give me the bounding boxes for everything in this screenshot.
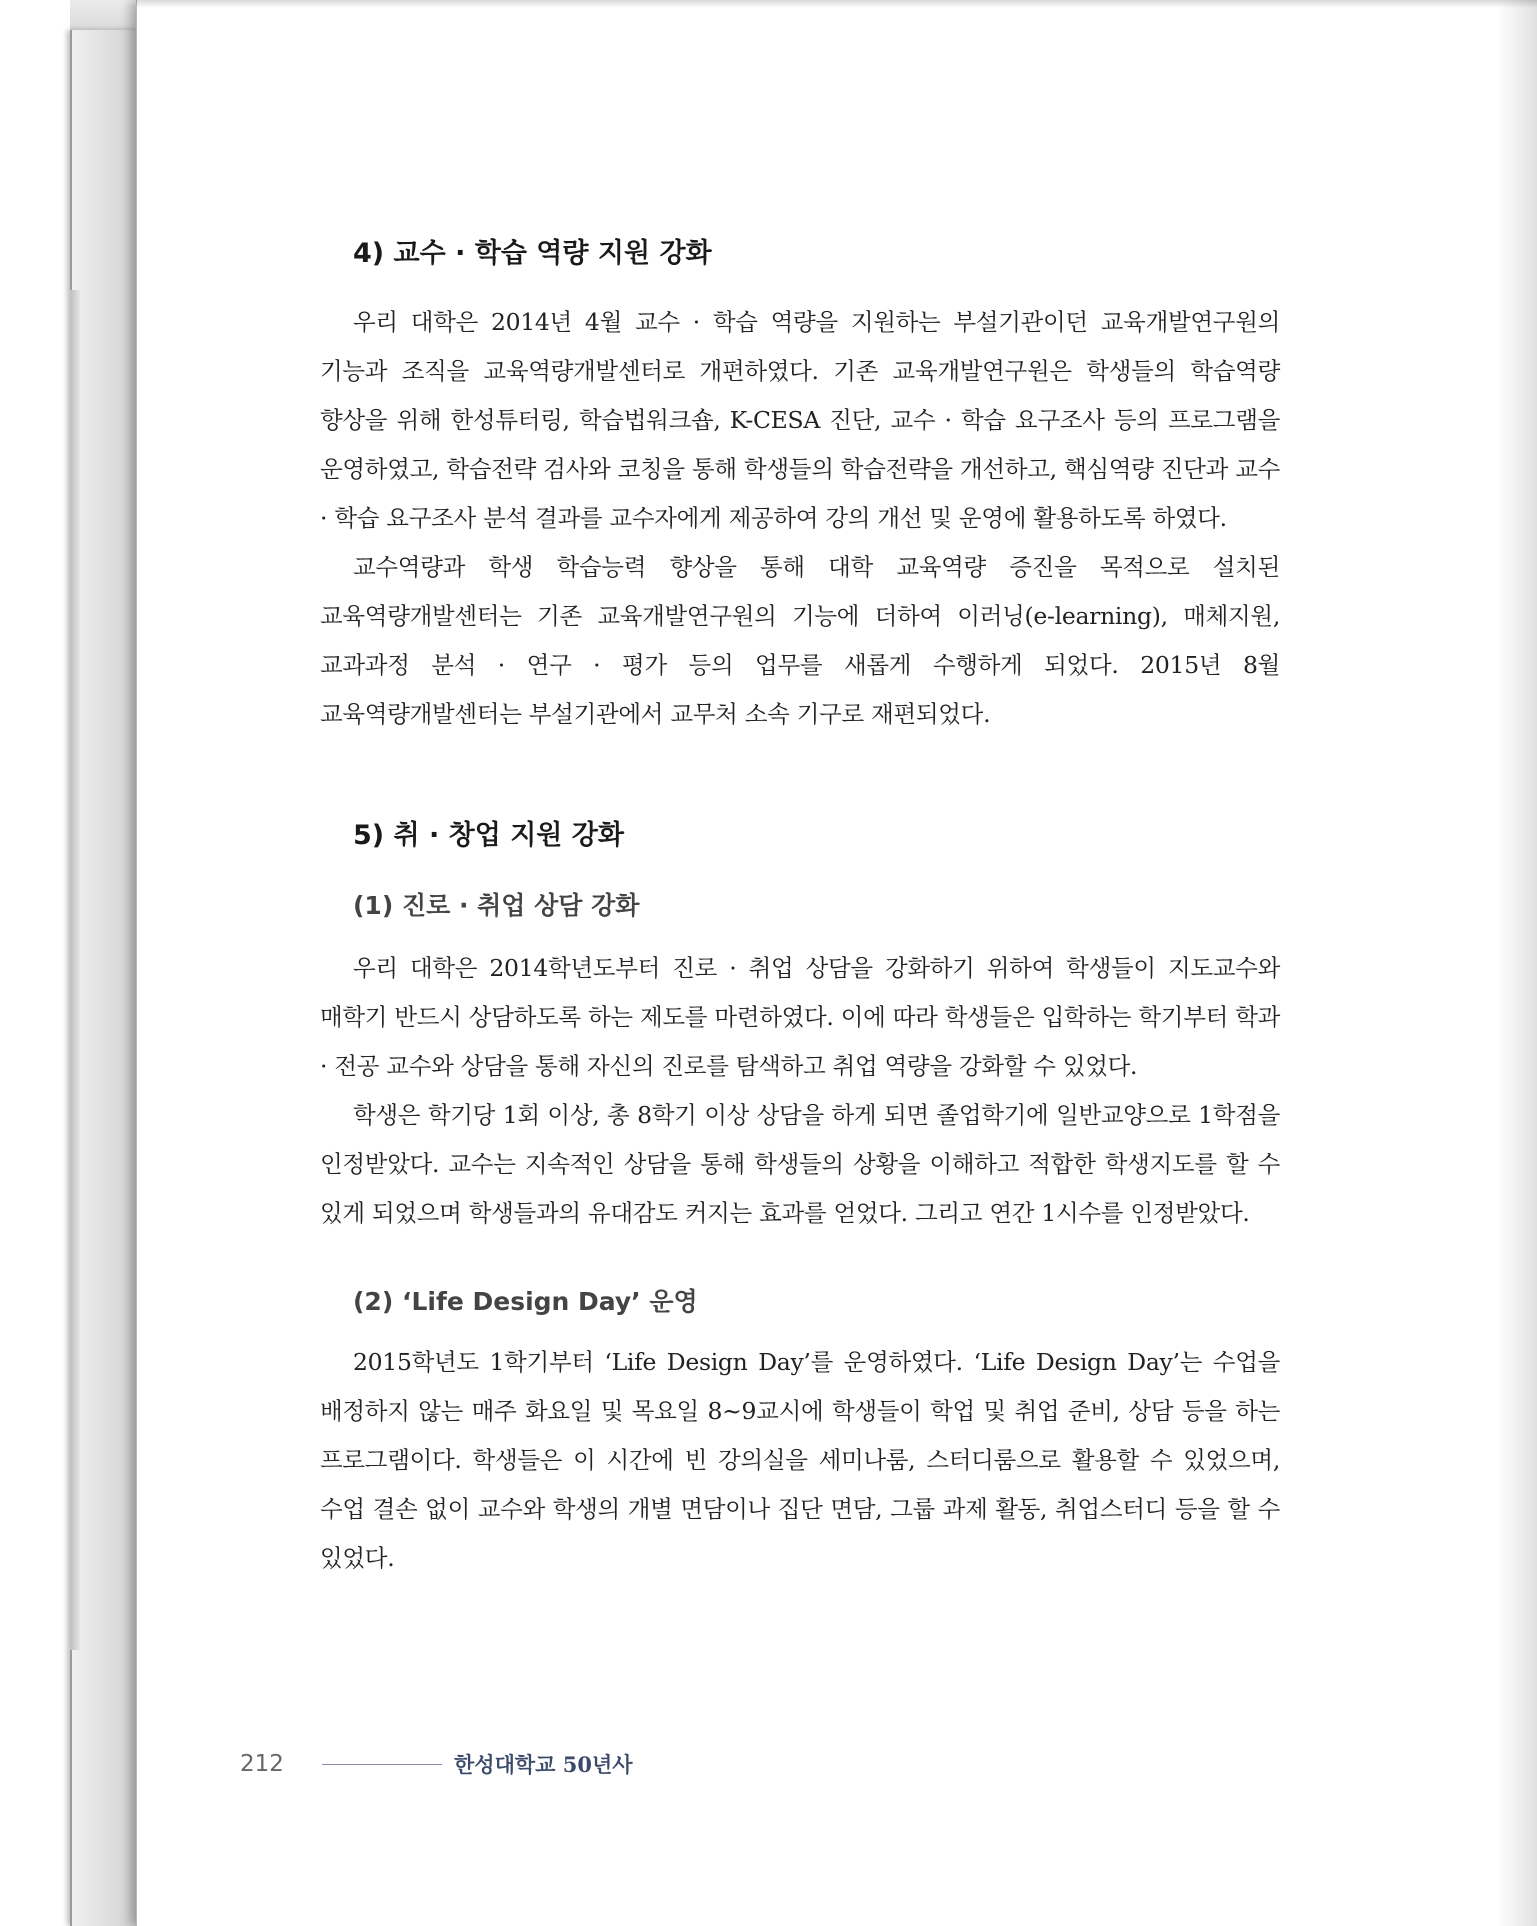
book-spine-top xyxy=(70,0,140,30)
section-heading-5: 5) 취 · 창업 지원 강화 xyxy=(353,820,624,851)
paragraph: 학생은 학기당 1회 이상, 총 8학기 이상 상담을 하게 되면 졸업학기에 일반교양으로 1학점을 인정받았다. 교수는 지속적인 상담을 통해 학생들의 상황을 이해하고 적합한 학생지도를 할 수 있게 되었으며 학생들과의 유대감도 커지는 효과를 얻었다. 그리고 연간 1시수를 인정받았다. xyxy=(320,1101,1280,1227)
book-edge xyxy=(70,30,140,1926)
book-title: 한성대학교 50년사 xyxy=(454,1752,633,1777)
paragraph: 우리 대학은 2014년 4월 교수 · 학습 역량을 지원하는 부설기관이던 교육개발연구원의 기능과 조직을 교육역량개발센터로 개편하였다. 기존 교육개발연구원은 학생들의 학습역량 향상을 위해 한성튜터링, 학습법워크숍, K-CESA 진단, 교수 · 학습 요구조사 등의 프로그램을 운영하였고, 학습전략 검사와 코칭을 통해 학생들의 학습전략을 개선하고, 핵심역량 진단과 교수 · 학습 요구조사 분석 결과를 교수자에게 제공하여 강의 개선 및 운영에 활용하도록 하였다. xyxy=(320,308,1280,532)
page-number: 212 xyxy=(240,1751,284,1777)
footer-divider xyxy=(322,1764,442,1765)
subsection-heading-2: (2) ‘Life Design Day’ 운영 xyxy=(353,1287,698,1316)
subsection-heading-1: (1) 진로 · 취업 상담 강화 xyxy=(353,891,640,920)
page-right-shadow xyxy=(1497,0,1537,1926)
paragraph: 2015학년도 1학기부터 ‘Life Design Day’를 운영하였다. ‘Life Design Day’는 수업을 배정하지 않는 매주 화요일 및 목요일 8~9교시에 학생들이 학업 및 취업 준비, 상담 등을 하는 프로그램이다. 학생들은 이 시간에 빈 강의실을 세미나룸, 스터디룸으로 활용할 수 있었으며, 수업 결손 없이 교수와 학생의 개별 면담이나 집단 면담, 그룹 과제 활동, 취업스터디 등을 할 수 있었다. xyxy=(320,1348,1280,1572)
book-edge-shadow xyxy=(70,290,80,1650)
section-heading-4: 4) 교수 · 학습 역량 지원 강화 xyxy=(353,238,712,269)
page-top-shadow xyxy=(136,0,1537,8)
page-footer xyxy=(240,1748,633,1780)
paragraph: 교수역량과 학생 학습능력 향상을 통해 대학 교육역량 증진을 목적으로 설치된 교육역량개발센터는 기존 교육개발연구원의 기능에 더하여 이러닝(e-learning), 매체지원, 교과과정 분석 · 연구 · 평가 등의 업무를 새롭게 수행하게 되었다. 2015년 8월 교육역량개발센터는 부설기관에서 교무처 소속 기구로 재편되었다. xyxy=(320,553,1280,728)
page-content xyxy=(320,225,1280,1583)
paragraph: 우리 대학은 2014학년도부터 진로 · 취업 상담을 강화하기 위하여 학생들이 지도교수와 매학기 반드시 상담하도록 하는 제도를 마련하였다. 이에 따라 학생들은 입학하는 학기부터 학과 · 전공 교수와 상담을 통해 자신의 진로를 탐색하고 취업 역량을 강화할 수 있었다. xyxy=(320,954,1280,1080)
